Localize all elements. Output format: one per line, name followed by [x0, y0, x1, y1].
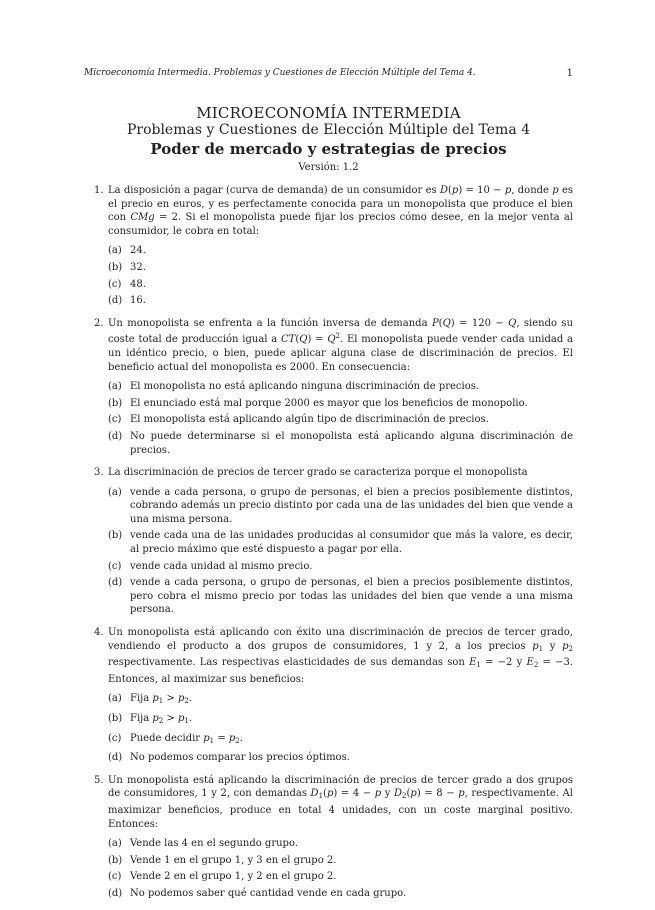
option-label: (a): [108, 693, 122, 705]
answer-option: [108, 278, 573, 292]
answer-option: [108, 294, 573, 308]
option-text: vende cada una de las unidades producidas al consumidor que más la valore, es decir, al precio máximo que esté dispuesto a pagar por ella.: [130, 530, 573, 556]
question-list: [84, 184, 573, 910]
question-item: [84, 626, 573, 765]
answer-option: [108, 712, 573, 729]
course-title: MICROECONOMÍA INTERMEDIA: [196, 104, 461, 122]
option-list: [108, 380, 573, 457]
option-label: (a): [108, 381, 122, 393]
option-list: [108, 244, 573, 307]
question-item: [84, 317, 573, 457]
option-label: (a): [108, 245, 122, 257]
option-label: (c): [108, 732, 122, 744]
option-text: No podemos saber qué cantidad vende en cada grupo.: [130, 887, 407, 899]
question-number: 1.: [94, 185, 104, 196]
option-label: (c): [108, 414, 122, 426]
question-stem: Un monopolista se enfrenta a la función inversa de demanda P(Q) = 120 − Q, siendo su coste total de producción igual a $CT(Q) = Q^2$. El monopolista puede vender cada unidad a un idéntico precio, o bien, puede aplicar alguna clase de discriminación de precios. El beneficio actual del monopolista es 2000. En consecuencia:: [108, 317, 574, 373]
option-text: Puede decidir $p_1 = p_2$.: [130, 732, 243, 745]
running-header: [84, 68, 573, 79]
question-number: 3.: [94, 467, 104, 479]
option-label: (d): [108, 887, 123, 899]
option-text: El monopolista está aplicando algún tipo de discriminación de precios.: [130, 414, 489, 426]
option-text: No podemos comparar los precios óptimos.: [130, 752, 350, 764]
answer-option: [108, 576, 573, 617]
document-subtitle: Problemas y Cuestiones de Elección Múltiple del Tema 4: [126, 122, 531, 138]
option-list: [108, 837, 573, 900]
option-label: (c): [108, 560, 122, 572]
question-item: [84, 774, 573, 901]
answer-option: [108, 751, 573, 765]
option-text: 16.: [130, 295, 146, 307]
option-label: (b): [108, 397, 123, 409]
question-stem: Un monopolista está aplicando la discriminación de precios de tercer grado a dos grupos de consumidores, 1 y 2, con demandas $D_1(p) = 4 - p$ y $D_2(p) = 8 - p$, respectivamente. Al maximizar beneficios, produce en total 4 unidades, con un coste marginal positivo. Entonces:: [108, 774, 573, 830]
option-label: (a): [108, 838, 122, 850]
option-label: (c): [108, 278, 122, 290]
running-title: Microeconomía Intermedia. Problemas y Cuestiones de Elección Múltiple del Tema 4.: [84, 68, 476, 78]
option-text: Vende 1 en el grupo 1, y 3 en el grupo 2.: [130, 854, 337, 866]
question-stem: La disposición a pagar (curva de demanda) de un consumidor es D(p) = 10 − p, donde p es el precio en euros, y es perfectamente conocida para un monopolista que produce el bien con CMg = 2. Si el monopolista puede fijar los precios cómo desee, en la mejor venta al consumidor, le cobra en total:: [108, 185, 574, 237]
option-text: Fija $p_2 > p_1$.: [130, 713, 193, 725]
option-label: (a): [108, 486, 122, 498]
topic-title: Poder de mercado y estrategias de precios: [150, 140, 507, 158]
answer-option: [108, 732, 573, 749]
answer-option: [108, 837, 573, 851]
option-label: (c): [108, 871, 122, 883]
answer-option: [108, 244, 573, 258]
answer-option: [108, 887, 573, 901]
question-item: [84, 184, 573, 308]
option-label: (d): [108, 752, 123, 764]
answer-option: [108, 261, 573, 275]
answer-option: [108, 870, 573, 884]
option-label: (b): [108, 530, 123, 542]
question-stem: Un monopolista está aplicando con éxito una discriminación de precios de tercer grado, vendiendo el producto a dos grupos de consumidores, 1 y 2, a los precios $p_1$ y $p_2$ respectivamente. Las respectivas elasticidades de sus demandas son $E_1 = -2$ y $E_2 = -3$. Entonces, al maximizar sus beneficios:: [108, 627, 574, 685]
answer-option: [108, 486, 573, 527]
answer-option: [108, 854, 573, 868]
option-list: [108, 486, 573, 617]
option-text: Vende 2 en el grupo 1, y 2 en el grupo 2.: [130, 871, 337, 883]
answer-option: [108, 560, 573, 574]
option-text: Vende las 4 en el segundo grupo.: [130, 838, 298, 850]
answer-option: [108, 529, 573, 556]
option-text: vende a cada persona, o grupo de personas, el bien a precios posiblemente distintos, cobrando además un precio distinto por cada una de las unidades del bien que vende a una misma persona.: [130, 486, 573, 525]
question-item: [84, 466, 573, 617]
option-text: vende a cada persona, o grupo de personas, el bien a precios posiblemente distintos, pero cobra el mismo precio por todas las unidades del bien que vende a una misma persona.: [130, 577, 573, 616]
option-text: vende cada unidad al mismo precio.: [130, 560, 313, 572]
question-stem: La discriminación de precios de tercer grado se caracteriza porque el monopolista: [108, 467, 528, 479]
option-label: (d): [108, 295, 123, 307]
option-text: 24.: [130, 245, 146, 257]
title-block: [84, 104, 573, 175]
answer-option: [108, 413, 573, 427]
option-label: (b): [108, 854, 123, 866]
answer-option: [108, 692, 573, 709]
page-number: 1: [566, 68, 573, 79]
answer-option: [108, 397, 573, 411]
option-label: (b): [108, 261, 123, 273]
option-label: (d): [108, 577, 123, 589]
question-number: 2.: [94, 317, 104, 329]
answer-option: [108, 380, 573, 394]
option-text: El enunciado está mal porque 2000 es mayor que los beneficios de monopolio.: [130, 397, 528, 409]
option-text: 48.: [130, 278, 146, 290]
answer-option: [108, 430, 573, 457]
option-text: El monopolista no está aplicando ninguna discriminación de precios.: [130, 381, 480, 393]
option-label: (d): [108, 430, 123, 442]
option-text: 32.: [130, 261, 146, 273]
option-list: [108, 692, 573, 764]
question-number: 5.: [94, 774, 104, 786]
option-text: No puede determinarse si el monopolista está aplicando alguna discriminación de precios.: [130, 430, 573, 456]
option-text: Fija $p_1 > p_2$.: [130, 693, 193, 706]
version-label: Versión: 1.2: [298, 162, 359, 173]
option-label: (b): [108, 713, 123, 724]
question-number: 4.: [94, 627, 104, 639]
